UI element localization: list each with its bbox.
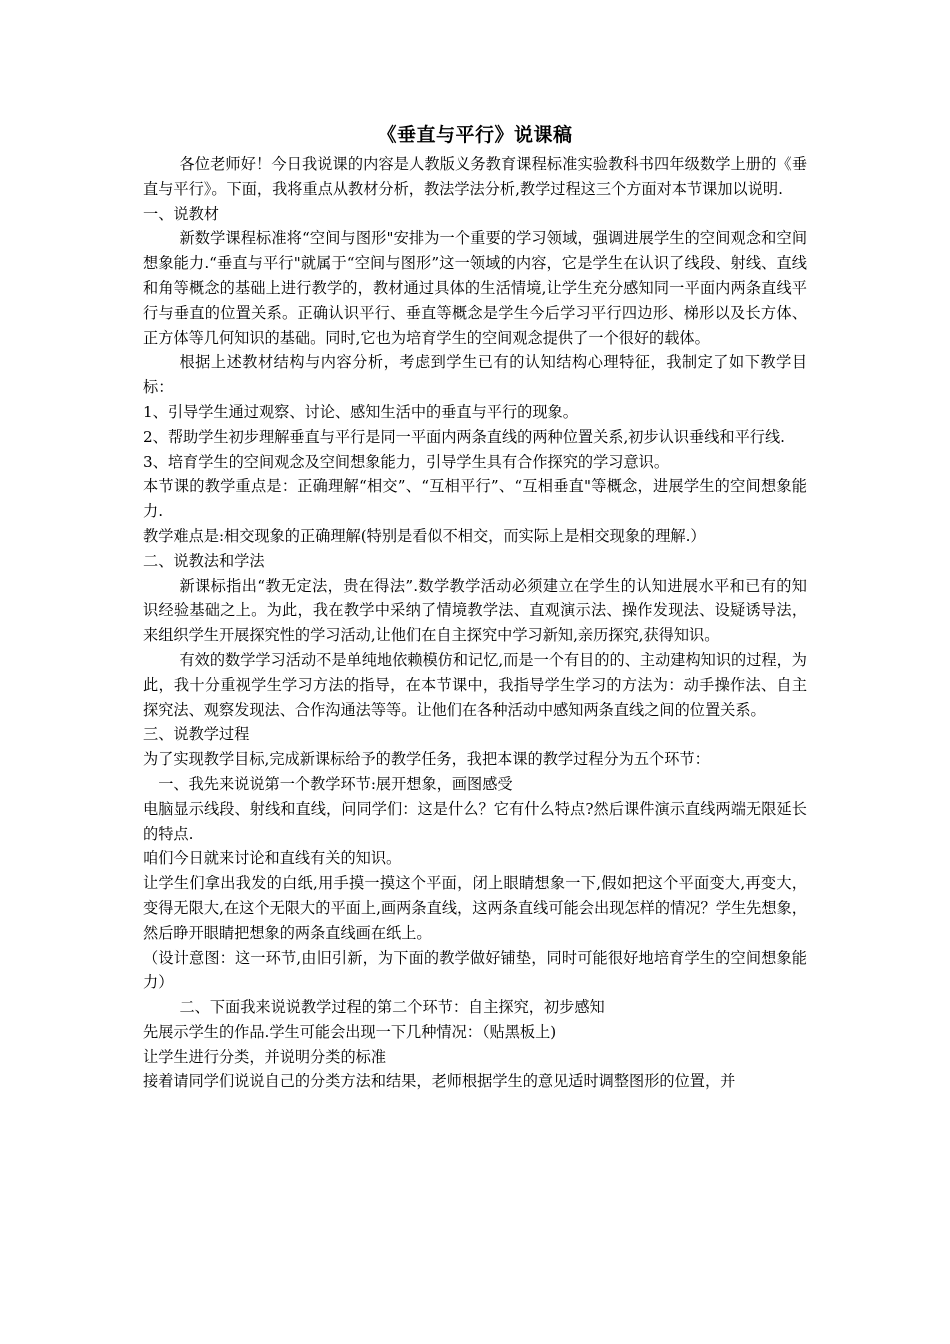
document-title: 《垂直与平行》说课稿 [377,124,573,146]
paragraph: 一、我先来说说第一个教学环节:展开想象，画图感受 [158,774,513,793]
paragraph: 1、引导学生通过观察、讨论、感知生活中的垂直与平行的现象。 [143,402,578,421]
paragraph: 3、培育学生的空间观念及空间想象能力，引导学生具有合作探究的学习意识。 [143,452,670,471]
paragraph: 先展示学生的作品.学生可能会出现一下几种情况：（贴黑板上) [143,1022,557,1041]
paragraph: 二、说教法和学法 [143,551,265,570]
paragraph: 接着请同学们说说自己的分类方法和结果，老师根据学生的意见适时调整图形的位置，并 [143,1072,736,1091]
paragraph: 为了实现教学目标,完成新课标给予的教学任务，我把本课的教学过程分为五个环节： [143,750,710,769]
paragraph: 新课标指出“教无定法，贵在得法”.数学教学活动必须建立在学生的认知进展水平和已有的知识经验基础之上。为此，我在教学中采纳了情境教学法、直观演示法、操作发现法、设疑诱导法，来组织学生开展探究性的学习活动,让他们在自主探究中学习新知,亲历探究,获得知识。 [143,576,807,645]
paragraph: 根据上述教材结构与内容分析，考虑到学生已有的认知结构心理特征，我制定了如下教学目标： [143,353,807,397]
paragraph: 有效的数学学习活动不是单纯地依赖模仿和记忆,而是一个有目的的、主动建构知识的过程，为此，我十分重视学生学习方法的指导，在本节课中，我指导学生学习的方法为：动手操作法、自主探究法、观察发现法、合作沟通法等等。让他们在各种活动中感知两条直线之间的位置关系。 [143,650,807,719]
paragraph: 二、下面我来说说教学过程的第二个环节：自主探究，初步感知 [179,998,605,1017]
document-body [143,152,807,1094]
paragraph: 让学生们拿出我发的白纸,用手摸一摸这个平面，闭上眼睛想象一下,假如把这个平面变大,再变大，变得无限大,在这个无限大的平面上,画两条直线，这两条直线可能会出现怎样的情况？学生先想象，然后睁开眼睛把想象的两条直线画在纸上。 [143,874,807,942]
paragraph: 新数学课程标准将“空间与图形"安排为一个重要的学习领域，强调进展学生的空间观念和空间想象能力.“垂直与平行"就属于“空间与图形”这一领域的内容，它是学生在认识了线段、射线、直线和角等概念的基础上进行教学的，教材通过具体的生活情境,让学生充分感知同一平面内两条直线平行与垂直的位置关系。正确认识平行、垂直等概念是学生今后学习平行四边形、梯形以及长方体、正方体等几何知识的基础。同时,它也为培育学生的空间观念提供了一个很好的载体。 [143,229,807,347]
paragraph: 教学难点是:相交现象的正确理解(特别是看似不相交，而实际上是相交现象的理解.） [143,526,706,545]
paragraph: 各位老师好！今日我说课的内容是人教版义务教育课程标准实验教科书四年级数学上册的《垂直与平行》。下面，我将重点从教材分析，教法学法分析,教学过程这三个方面对本节课加以说明. [143,155,807,198]
paragraph: 咱们今日就来讨论和直线有关的知识。 [143,849,402,868]
document-page [143,120,807,1094]
paragraph: 电脑显示线段、射线和直线，问同学们：这是什么？它有什么特点?然后课件演示直线两端无限延长的特点. [143,799,807,843]
paragraph: 2、帮助学生初步理解垂直与平行是同一平面内两条直线的两种位置关系,初步认识垂线和平行线. [143,427,786,446]
paragraph: 三、说教学过程 [143,725,250,744]
paragraph: 一、说教材 [143,204,219,223]
paragraph: （设计意图：这一环节,由旧引新，为下面的教学做好铺垫，同时可能很好地培育学生的空间想象能力） [143,948,807,992]
paragraph: 本节课的教学重点是：正确理解“相交”、“互相平行”、“互相垂直"等概念，进展学生的空间想象能力. [143,477,807,521]
paragraph: 让学生进行分类，并说明分类的标准 [143,1047,386,1066]
